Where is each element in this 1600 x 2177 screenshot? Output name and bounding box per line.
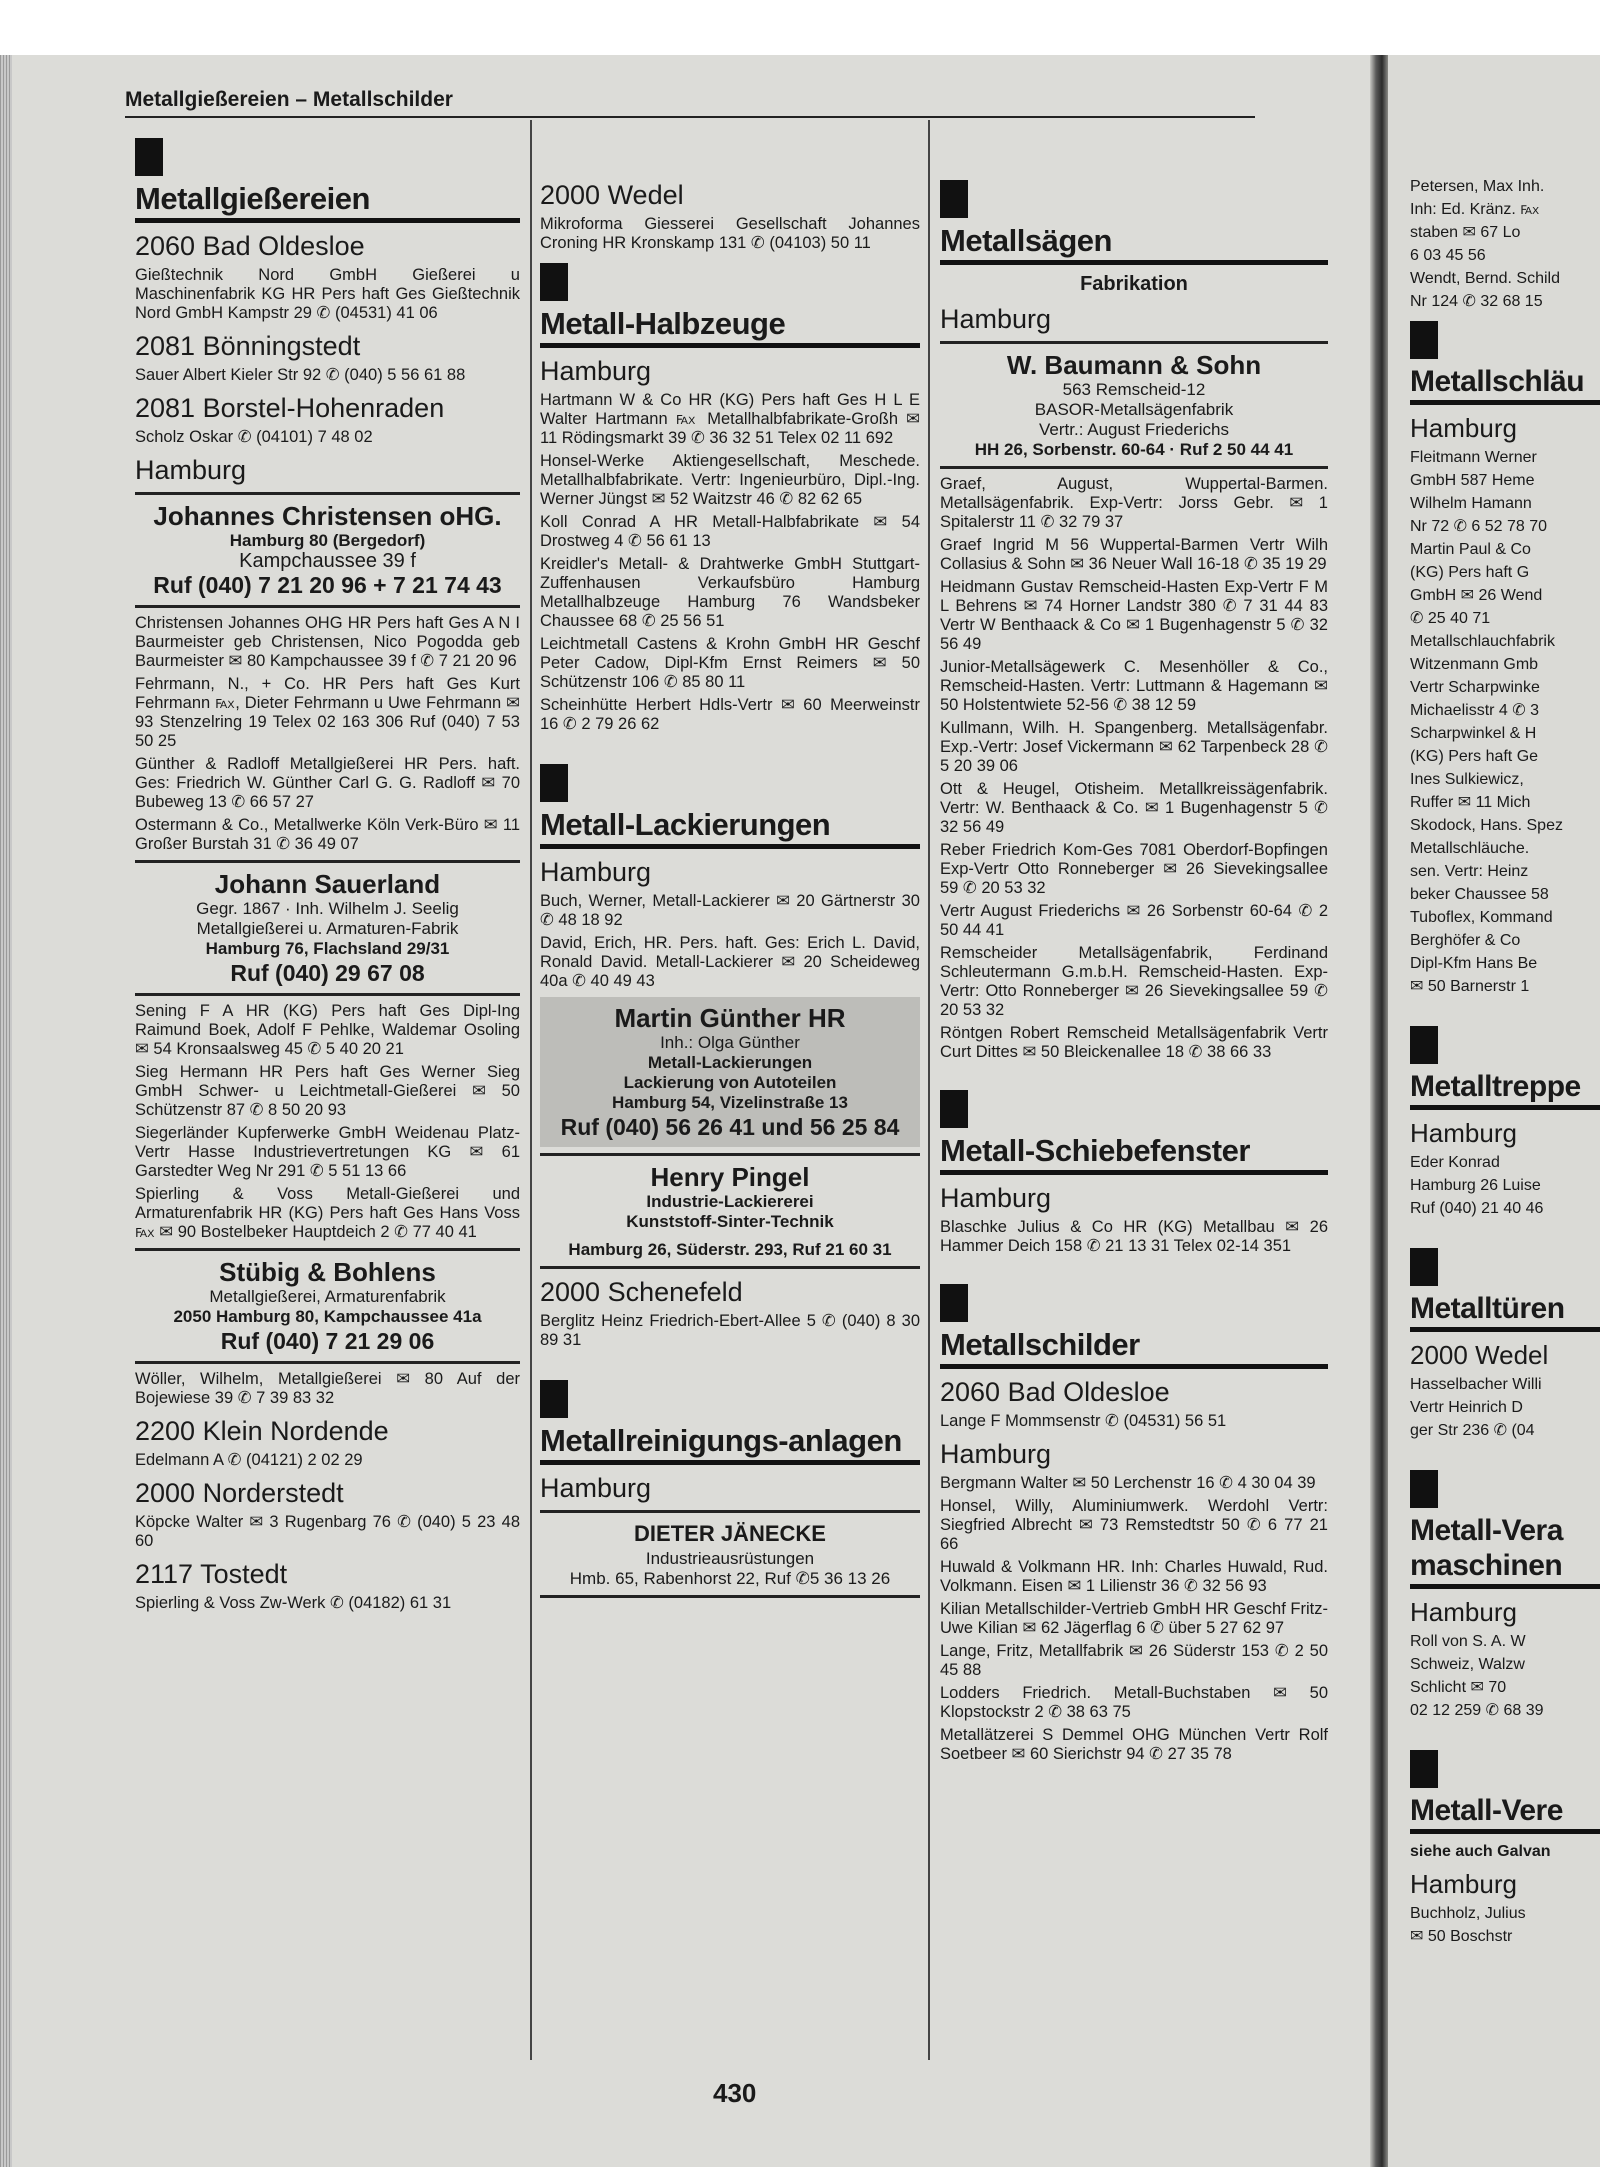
directory-entry: Schweiz, Walzw (1410, 1656, 1525, 1673)
ad-line: HH 26, Sorbenstr. 60-64 · Ruf 2 50 44 41 (974, 440, 1294, 460)
city-heading: 2200 Klein Nordende (135, 1416, 389, 1447)
directory-entry: Michaelisstr 4 ✆ 3 (1410, 702, 1539, 719)
ad-line: Industrie-Lackiererei (646, 1192, 814, 1212)
directory-entry: ✉ 50 Barnerstr 1 (1410, 978, 1530, 995)
city-heading: Hamburg (1410, 1118, 1517, 1148)
category-heading: Metallschilder (940, 1328, 1328, 1369)
page-number: 430 (713, 2078, 757, 2108)
ad-line: Kampchaussee 39 f (239, 550, 416, 573)
ad-stuebig (135, 1248, 520, 1364)
directory-entry: Vertr Heinrich D (1410, 1399, 1523, 1416)
column-4-facing-page (1410, 175, 1600, 1950)
column-1 (135, 128, 520, 1617)
directory-entry: Schlicht ✉ 70 (1410, 1679, 1507, 1696)
directory-entry: GmbH 587 Heme (1410, 472, 1535, 489)
entry: Mikroforma Giesserei Gesellschaft Johannes Croning HR Kronskamp 131 ✆ (04103) 50 11 (540, 215, 920, 252)
category-marker (940, 180, 968, 218)
directory-entry: staben ✉ 67 Lo (1410, 224, 1521, 241)
entry-list (540, 391, 920, 734)
ad-line: Hamburg 54, Vizelinstraße 13 (612, 1093, 848, 1113)
city-heading: Hamburg (540, 857, 652, 888)
entry-list (135, 1370, 520, 1408)
city-heading: 2000 Norderstedt (135, 1478, 344, 1509)
directory-entry: Christensen Johannes OHG HR Pers haft Ges A N I Baurmeister geb Christensen, Nico Pogodda geb Baurmeister ✉ 80 Kampchaussee 39 f ✆ 7 21 20 96 (135, 614, 520, 671)
directory-entry: Buchholz, Julius (1410, 1905, 1526, 1922)
city-heading: 2081 Borstel-Hohenraden (135, 393, 445, 424)
ad-line: BASOR-Metallsägenfabrik (1034, 400, 1234, 420)
category-heading: Metall-Lackierungen (540, 808, 920, 849)
directory-entry: Vertr Scharpwinke (1410, 679, 1540, 696)
directory-entry: Graef, August, Wuppertal-Barmen. Metallsägenfabrik. Exp-Vertr: Jorss Gebr. ✉ 1 Spitalerstr 11 ✆ 32 79 37 (940, 475, 1328, 532)
directory-entry: Honsel, Willy, Aluminiumwerk. Werdohl Vertr: Siegfried Albrecht ✉ 73 Remstedtstr 50 ✆ 6 77 21 66 (940, 1497, 1328, 1554)
directory-entry: Fleitmann Werner (1410, 449, 1537, 466)
category-heading: Metall-Halbzeuge (540, 307, 920, 348)
directory-entry: Kilian Metallschilder-Vertrieb GmbH HR Geschf Fritz-Uwe Kilian ✉ 62 Jägerflag 6 ✆ über 5 27 62 97 (940, 1600, 1328, 1638)
ad-line: Hamburg 80 (Bergedorf) (229, 531, 426, 551)
directory-entry: 02 12 259 ✆ 68 39 (1410, 1702, 1544, 1719)
ad-line: Industrieausrüstungen (645, 1549, 815, 1569)
directory-entry: Günther & Radloff Metallgießerei HR Pers. haft. Ges: Friedrich W. Günther Carl G. G. Radloff ✉ 70 Bubeweg 13 ✆ 66 57 27 (135, 755, 520, 812)
directory-entry: Honsel-Werke Aktiengesellschaft, Meschede. Metallhalbfabrikate. Vertr: Ingenieurbüro, Dipl.-Ing. Werner Jüngst ✉ 52 Waitzstr 46 ✆ 82 62 65 (540, 452, 920, 509)
city-heading: Hamburg (940, 1183, 1052, 1214)
ad-line: Lackierung von Autoteilen (623, 1073, 837, 1093)
ad-phone: Ruf (040) 29 67 08 (230, 960, 425, 987)
see-also: siehe auch Galvan (1410, 1843, 1551, 1860)
directory-entry: Ruf (040) 21 40 46 (1410, 1200, 1544, 1217)
directory-entry: Huwald & Volkmann HR. Inh: Charles Huwald, Rud. Volkmann. Eisen ✉ 1 Lilienstr 36 ✆ 32 56 93 (940, 1558, 1328, 1596)
ad-baumann (940, 341, 1328, 469)
category-marker (940, 1284, 968, 1322)
entry-list (940, 1474, 1328, 1764)
ad-line: 563 Remscheid-12 (1062, 380, 1206, 400)
ad-line: Inh.: Olga Günther (660, 1033, 800, 1053)
directory-entry: Inh: Ed. Kränz. ℻ (1410, 201, 1540, 218)
directory-entry: Blaschke Julius & Co HR (KG) Metallbau ✉ 26 Hammer Deich 158 ✆ 21 13 31 Telex 02-14 351 (940, 1218, 1328, 1256)
directory-entry: Leichtmetall Castens & Krohn GmbH HR Geschf Peter Cadow, Dipl-Kfm Ernst Reimers ✉ 50 Schützenstr 106 ✆ 85 80 11 (540, 635, 920, 692)
category-heading: Metallgießereien (135, 182, 520, 223)
ad-line: Kunststoff-Sinter-Technik (626, 1212, 834, 1232)
directory-entry: Scharpwinkel & H (1410, 725, 1537, 742)
directory-entry: ✆ 25 40 71 (1410, 610, 1491, 627)
directory-entry: Koll Conrad A HR Metall-Halbfabrikate ✉ 54 Drostweg 4 ✆ 56 61 13 (540, 513, 920, 551)
directory-entry: Kreidler's Metall- & Drahtwerke GmbH Stuttgart-Zuffenhausen Verkaufsbüro Hamburg Metallhalbzeuge Hamburg 76 Wandsbeker Chaussee 68 ✆ 25 56 51 (540, 555, 920, 631)
directory-entry: Edelmann A ✆ (04121) 2 02 29 (135, 1451, 363, 1470)
directory-entry: David, Erich, HR. Pers. haft. Ges: Erich L. David, Ronald David. Metall-Lackierer ✉ 20 Scheideweg 40a ✆ 40 49 43 (540, 934, 920, 991)
city-heading: 2000 Schenefeld (540, 1277, 743, 1308)
directory-entry: Siegerländer Kupferwerke GmbH Weidenau Platz-Vertr Hasse Industrievertretungen KG ✉ 61 Garstedter Weg Nr 291 ✆ 5 51 13 66 (135, 1124, 520, 1181)
entry-list (540, 892, 920, 991)
column-2 (540, 180, 920, 1604)
directory-entry: Metallschläuche. (1410, 840, 1530, 857)
directory-entry: Kullmann, Wilh. H. Spangenberg. Metallsägenfabr. Exp.-Vertr: Josef Vickermann ✉ 62 Tarpenbeck 28 ✆ 5 20 39 06 (940, 719, 1328, 776)
ad-sauerland (135, 860, 520, 996)
ad-name: Johannes Christensen oHG. (153, 501, 502, 532)
entry-list (1410, 1375, 1600, 1440)
city-heading: Hamburg (940, 1439, 1052, 1470)
directory-entry: Petersen, Max Inh. (1410, 178, 1545, 195)
category-marker (1410, 1248, 1438, 1286)
entry-list (1410, 1153, 1600, 1218)
entry-list (940, 1218, 1328, 1256)
directory-entry: Köpcke Walter ✉ 3 Rugenbarg 76 ✆ (040) 5 23 48 60 (135, 1513, 520, 1551)
ad-line: Metallgießerei, Armaturenfabrik (209, 1287, 446, 1307)
directory-entry: sen. Vertr: Heinz (1410, 863, 1529, 880)
column-rule (928, 120, 930, 2060)
directory-entry: Wilhelm Hamann (1410, 495, 1532, 512)
directory-entry: GmbH ✉ 26 Wend (1410, 587, 1543, 604)
ad-phone: Ruf (040) 7 21 29 06 (220, 1328, 435, 1355)
ad-jaenecke (540, 1510, 920, 1598)
section-list (135, 1416, 520, 1613)
directory-entry: 6 03 45 56 (1410, 247, 1486, 264)
directory-entry: Röntgen Robert Remscheid Metallsägenfabrik Vertr Curt Dittes ✉ 50 Bleickenallee 18 ✆ 38 66 33 (940, 1024, 1328, 1062)
directory-entry: Vertr August Friederichs ✉ 26 Sorbenstr 60-64 ✆ 2 50 44 41 (940, 902, 1328, 940)
ad-phone: Ruf (040) 56 26 41 und 56 25 84 (560, 1114, 900, 1141)
directory-entry: Hartmann W & Co HR (KG) Pers haft Ges H L E Walter Hartmann ℻ Metallhalbfabrikate-Großh ✉ 11 Rödingsmarkt 39 ✆ 36 32 51 Telex 02 11 692 (540, 391, 920, 448)
directory-entry: Remscheider Metallsägenfabrik, Ferdinand Schleutermann G.m.b.H. Remscheid-Hasten. Exp-Vertr: Otto Ronneberger ✉ 26 Sievekingsallee 59 ✆ 20 53 32 (940, 944, 1328, 1020)
ad-christensen (135, 492, 520, 608)
directory-entry: Scholz Oskar ✆ (04101) 7 48 02 (135, 428, 373, 447)
city-heading: Hamburg (940, 304, 1052, 335)
entry-list (1410, 177, 1600, 311)
book-spine (1370, 55, 1388, 2167)
entry-list (135, 1002, 520, 1242)
directory-entry: Sauer Albert Kieler Str 92 ✆ (040) 5 56 61 88 (135, 366, 466, 385)
subheading: Fabrikation (1080, 273, 1188, 296)
category-heading: Metall-Vera (1410, 1514, 1563, 1547)
directory-entry: Wöller, Wilhelm, Metallgießerei ✉ 80 Auf der Bojewiese 39 ✆ 7 39 83 32 (135, 1370, 520, 1408)
category-marker (1410, 1470, 1438, 1508)
directory-entry: (KG) Pers haft Ge (1410, 748, 1539, 765)
running-head: Metallgießereien – Metallschilder (125, 88, 453, 111)
directory-entry: Dipl-Kfm Hans Be (1410, 955, 1538, 972)
directory-entry: Hamburg 26 Luise (1410, 1177, 1541, 1194)
directory-entry: Ines Sulkiewicz, (1410, 771, 1524, 788)
directory-entry: Eder Konrad (1410, 1154, 1500, 1171)
category-heading: maschinen (1410, 1549, 1600, 1589)
directory-entry: Fehrmann, N., + Co. HR Pers haft Ges Kurt Fehrmann ℻, Dieter Fehrmann u Uwe Fehrmann ✉ 93 Stenzelring 19 Telex 02 163 306 Ruf (040) 7 53 50 25 (135, 675, 520, 751)
directory-entry: Lange, Fritz, Metallfabrik ✉ 26 Süderstr 153 ✆ 2 50 45 88 (940, 1642, 1328, 1680)
category-heading: Metall-Schiebefenster (940, 1134, 1328, 1175)
city-heading: 2060 Bad Oldesloe (940, 1377, 1170, 1408)
directory-entry: Berghöfer & Co (1410, 932, 1521, 949)
category-marker (1410, 1026, 1438, 1064)
ad-guenther (540, 997, 920, 1147)
entry: Berglitz Heinz Friedrich-Ebert-Allee 5 ✆ (040) 8 30 89 31 (540, 1312, 920, 1350)
ad-line: Metallgießerei u. Armaturen-Fabrik (196, 919, 459, 939)
directory-entry: Nr 72 ✆ 6 52 78 70 (1410, 518, 1548, 535)
directory-entry: Ott & Heugel, Otisheim. Metallkreissägenfabrik. Vertr: W. Benthaack & Co. ✉ 1 Bugenhagenstr 5 ✆ 32 56 49 (940, 780, 1328, 837)
ad-line: Hmb. 65, Rabenhorst 22, Ruf ✆5 36 13 26 (569, 1569, 891, 1589)
ad-pingel (540, 1153, 920, 1269)
directory-entry: Metallätzerei S Demmel OHG München Vertr Rolf Soetbeer ✉ 60 Sierichstr 94 ✆ 27 35 78 (940, 1726, 1328, 1764)
directory-entry: Ruffer ✉ 11 Mich (1410, 794, 1531, 811)
directory-entry: beker Chaussee 58 (1410, 886, 1549, 903)
directory-entry: (KG) Pers haft G (1410, 564, 1530, 581)
ad-name: Johann Sauerland (214, 869, 441, 900)
ad-phone: Ruf (040) 7 21 20 96 + 7 21 74 43 (153, 572, 502, 599)
ad-name: Henry Pingel (650, 1162, 810, 1193)
ad-line: 2050 Hamburg 80, Kampchaussee 41a (173, 1307, 482, 1327)
directory-entry: Heidmann Gustav Remscheid-Hasten Exp-Vertr F M L Behrens ✉ 74 Horner Landstr 380 ✆ 7 31 44 83 Vertr W Benthaack & Co ✉ 1 Bugenhagenstr 5 ✆ 32 56 49 (940, 578, 1328, 654)
ad-line: Metall-Lackierungen (647, 1053, 813, 1073)
directory-entry: Lodders Friedrich. Metall-Buchstaben ✉ 50 Klopstockstr 2 ✆ 38 63 75 (940, 1684, 1328, 1722)
category-marker (540, 1380, 568, 1418)
ad-line: Hamburg 76, Flachsland 29/31 (205, 939, 450, 959)
entry-list (940, 475, 1328, 1062)
city-heading: Hamburg (540, 356, 652, 387)
column-rule (530, 120, 532, 2060)
city-heading: Hamburg (1410, 413, 1517, 443)
entry-list (1410, 1632, 1600, 1720)
category-marker (540, 263, 568, 301)
city-heading: 2000 Wedel (540, 180, 684, 210)
category-heading: Metalltüren (1410, 1292, 1600, 1332)
directory-entry: Reber Friedrich Kom-Ges 7081 Oberdorf-Bopfingen Exp-Vertr Otto Ronneberger ✉ 26 Sievekingsallee 59 ✆ 20 53 32 (940, 841, 1328, 898)
category-marker (135, 138, 163, 176)
directory-entry: Skodock, Hans. Spez (1410, 817, 1563, 834)
category-heading: Metallsägen (940, 224, 1328, 265)
directory-entry: ger Str 236 ✆ (04 (1410, 1422, 1535, 1439)
city-heading: Hamburg (540, 1473, 652, 1504)
ad-name: W. Baumann & Sohn (1006, 350, 1262, 381)
ad-line: Vertr.: August Friederichs (1039, 420, 1229, 440)
category-marker (1410, 1750, 1438, 1788)
directory-entry: Junior-Metallsägewerk C. Mesenhöller & Co., Remscheid-Hasten. Vertr: Luttmann & Hagemann ✉ 50 Holstentwiete 52-56 ✆ 38 12 59 (940, 658, 1328, 715)
entry-list (135, 614, 520, 854)
directory-entry: Gießtechnik Nord GmbH Gießerei u Maschinenfabrik KG HR Pers haft Ges Gießtechnik Nord GmbH Kampstr 29 ✆ (04531) 41 06 (135, 266, 520, 323)
directory-entry: Buch, Werner, Metall-Lackierer ✉ 20 Gärtnerstr 30 ✆ 48 18 92 (540, 892, 920, 930)
entry-list (1410, 448, 1600, 996)
directory-entry: Sieg Hermann HR Pers haft Ges Werner Sieg GmbH Schwer- u Leichtmetall-Gießerei ✉ 50 Schützenstr 87 ✆ 8 50 20 93 (135, 1063, 520, 1120)
directory-entry: Wendt, Bernd. Schild (1410, 270, 1561, 287)
directory-entry: Martin Paul & Co (1410, 541, 1531, 558)
ad-line: Hamburg 26, Süderstr. 293, Ruf 21 60 31 (568, 1240, 892, 1260)
category-marker (540, 764, 568, 802)
directory-entry: Ostermann & Co., Metallwerke Köln Verk-Büro ✉ 11 Großer Burstah 31 ✆ 36 49 07 (135, 816, 520, 854)
city-heading: 2000 Wedel (1410, 1340, 1549, 1370)
ad-line: Gegr. 1867 · Inh. Wilhelm J. Seelig (196, 899, 459, 919)
ad-name: Martin Günther HR (614, 1003, 846, 1034)
directory-entry: Spierling & Voss Metall-Gießerei und Armaturenfabrik HR (KG) Pers haft Ges Hans Voss ℻ ✉ 90 Bostelbeker Hauptdeich 2 ✆ 77 40 41 (135, 1185, 520, 1242)
entry: Lange F Mommsenstr ✆ (04531) 56 51 (940, 1412, 1227, 1431)
directory-entry: Spierling & Voss Zw-Werk ✆ (04182) 61 31 (135, 1594, 452, 1613)
category-marker (940, 1090, 968, 1128)
page-stack-edge (0, 55, 12, 2167)
ad-name: DIETER JÄNECKE (634, 1521, 826, 1547)
city-heading: 2081 Bönningstedt (135, 331, 361, 362)
city-heading: Hamburg (1410, 1597, 1517, 1627)
directory-entry: Scheinhütte Herbert Hdls-Vertr ✉ 60 Meerweinstr 16 ✆ 2 79 26 62 (540, 696, 920, 734)
entry-list (1410, 1904, 1600, 1946)
category-heading: Metallreinigungs-anlagen (540, 1424, 920, 1465)
ad-name: Stübig & Bohlens (219, 1257, 436, 1288)
city-heading: 2117 Tostedt (135, 1559, 288, 1590)
section-list (135, 231, 520, 486)
category-heading: Metallschläu (1410, 365, 1600, 405)
city-heading: 2060 Bad Oldesloe (135, 231, 365, 262)
city-heading: Hamburg (1410, 1869, 1517, 1899)
directory-entry: Tuboflex, Kommand (1410, 909, 1553, 926)
running-head-rule (125, 116, 1255, 118)
directory-entry: Graef Ingrid M 56 Wuppertal-Barmen Vertr Wilh Collasius & Sohn ✉ 36 Neuer Wall 16-18 ✆ 35 19 29 (940, 536, 1328, 574)
directory-entry: ✉ 50 Boschstr (1410, 1928, 1513, 1945)
column-3 (940, 170, 1328, 1768)
directory-entry: Metallschlauchfabrik (1410, 633, 1555, 650)
directory-entry: Bergmann Walter ✉ 50 Lerchenstr 16 ✆ 4 30 04 39 (940, 1474, 1316, 1493)
directory-entry: Hasselbacher Willi (1410, 1376, 1542, 1393)
directory-entry: Witzenmann Gmb (1410, 656, 1539, 673)
category-heading: Metall-Vere (1410, 1794, 1600, 1834)
directory-entry: Nr 124 ✆ 32 68 15 (1410, 293, 1543, 310)
directory-entry: Roll von S. A. W (1410, 1633, 1526, 1650)
category-marker (1410, 321, 1438, 359)
category-heading: Metalltreppe (1410, 1070, 1600, 1110)
city-heading: Hamburg (135, 455, 247, 486)
directory-entry: Sening F A HR (KG) Pers haft Ges Dipl-Ing Raimund Boek, Adolf F Pehlke, Waldemar Osoling ✉ 54 Kronsaalsweg 45 ✆ 5 40 20 21 (135, 1002, 520, 1059)
